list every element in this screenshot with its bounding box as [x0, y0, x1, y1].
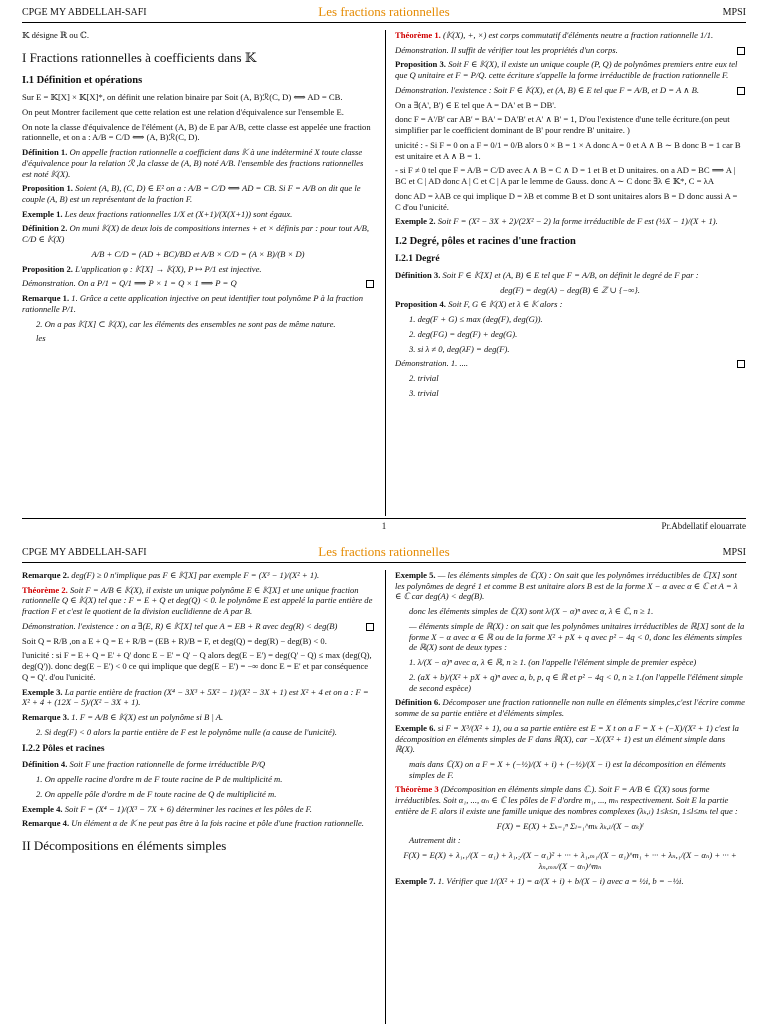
qed-square-icon	[737, 360, 745, 368]
statement-text: L'application φ : 𝕂[X] → 𝕂(X), P ↦ P/1 est injective.	[75, 263, 262, 274]
qed-square-icon	[366, 280, 374, 288]
statement-label: Théorème 3	[395, 784, 439, 795]
equation: A/B + C/D = (AD + BC)/BD et A/B × C/D = (A × B)/(B × D)	[91, 248, 305, 259]
statement	[22, 759, 374, 770]
statement-text: 1. F = A/B ∈ 𝕂(X) est un polynôme si B | A.	[71, 712, 224, 723]
statement-label: Exemple 5.	[395, 570, 436, 580]
statement	[395, 723, 745, 755]
item-text: 2. On appelle pôle d'ordre m de F toute racine de Q de multiplicité m.	[36, 788, 277, 799]
item-text: 2. deg(FG) = deg(F) + deg(G).	[409, 328, 518, 339]
statement	[22, 183, 374, 204]
statement-label: Théorème 1.	[395, 30, 441, 40]
qed-square-icon	[737, 47, 745, 55]
statement-label: Proposition 1.	[22, 183, 73, 194]
paragraph: Soit Q = R/B ,on a E + Q = E + R/B = (EB + R)/B = F, et deg(Q) = deg(R) − deg(B) < 0.	[22, 635, 327, 646]
item-text: 2. trivial	[409, 373, 439, 384]
proof-paragraph	[395, 85, 745, 96]
section-heading: I Fractions rationnelles à coefficients dans 𝕂	[22, 49, 257, 65]
paragraph: - si F ≠ 0 tel que F = A/B = C/D avec A ∧ B = C ∧ D = 1 et B et D unitaires. on a AD = BC ⟹ A | BC et C | AD donc A | C et C | A par le lemme de Gauss. donc A ∼ C donc ∃λ ∈ 𝕂*, C = λA	[395, 165, 736, 187]
statement-text: La partie entière de fraction (X⁴ − 3X³ + 5X² − 1)/(X² − 3X + 1) est X² + 4 et on a : F = X² + 4 + (12X − 5)/(X² − 3X + 1).	[22, 686, 369, 708]
statement-label: Exemple 3.	[22, 686, 63, 697]
statement-label: Exemple 6.	[395, 722, 436, 733]
statement	[395, 216, 745, 227]
proof-text: Démonstration. 1. ....	[395, 358, 469, 369]
statement-text: Soit F, G ∈ 𝕂(X) et λ ∈ 𝕂 alors :	[448, 299, 563, 310]
statement-text: 1. Grâce a cette application injective on peut identifier tout polynôme P à la fraction rationnelle P/1.	[22, 293, 363, 314]
statement-label: Théorème 2.	[22, 584, 68, 595]
column-divider	[385, 570, 386, 1024]
right-column	[395, 30, 745, 403]
column-divider	[385, 30, 386, 516]
statement-label: Proposition 3.	[395, 59, 446, 70]
statement-label: Exemple 7.	[395, 875, 436, 886]
proof-text: Démonstration. l'existence : on a ∃(E, R) ∈ 𝕂[X] tel que A = EB + R avec deg(R) < deg(B)	[22, 620, 338, 631]
theorem	[395, 784, 745, 816]
statement	[395, 876, 745, 887]
page-footer	[22, 518, 746, 533]
statement	[22, 147, 374, 179]
statement-label: Remarque 1.	[22, 293, 70, 304]
item-text: — éléments simple de ℝ(X) : on sait que les polynômes unitaires irréductibles de ℝ[X] sont de la forme X − α avec α ∈ ℝ ou de la forme X² + pX + q avec p² − 4q < 0, donc les éléments simples de ℝ(X) sont de deux types :	[409, 620, 745, 653]
statement-text: si F = X³/(X² + 1), ou a sa partie entière est E = X t on a F = X + (−X)/(X² + 1) c'est la décomposition en éléments simples de F dans ℝ(X), car −X/(X² + 1) est un élément simple dans ℝ(X).	[395, 722, 739, 755]
statement	[22, 223, 374, 244]
proof-paragraph	[22, 278, 374, 289]
statement	[395, 299, 745, 310]
qed-square-icon	[737, 87, 745, 95]
statement-text: Soit F = (X² − 3X + 2)/(2X² − 2) la forme irréductible de F est (½X − 1)/(X + 1).	[437, 216, 718, 227]
proof-paragraph	[22, 621, 374, 632]
header-right: MPSI	[722, 7, 746, 18]
paragraph: 𝕂 désigne ℝ ou ℂ.	[22, 30, 90, 40]
header-title: Les fractions rationnelles	[318, 4, 450, 19]
header-left: CPGE MY ABDELLAH-SAFI	[22, 547, 147, 558]
statement-label: Remarque 4.	[22, 818, 70, 829]
item-text: Autrement dit :	[409, 835, 461, 846]
paragraph: donc AD = λAB ce qui implique D = λB et comme B et D sont unitaires alors B = D donc aussi A = C d'ou l'unicité.	[395, 190, 738, 212]
statement-label: Exemple 1.	[22, 208, 63, 219]
statement-text: Un élément α de 𝕂 ne peut pas être à la fois racine et pôle d'une fraction rationnelle.	[71, 818, 364, 829]
statement-label: Définition 3.	[395, 270, 441, 281]
statement-text: Soit F ∈ 𝕂(X), il existe un unique couple (P, Q) de polynômes premiers entre eux tel que Q unitaire et F = P/Q. cette écriture s'appelle la forme irréductible de fraction rationnelle F.	[395, 59, 738, 81]
subsection-heading: I.1 Définition et opérations	[22, 74, 143, 86]
statement-text: (Décomposition en éléments simple dans ℂ.). Soit F = A/B ∈ ℂ(X) sous forme irréductibles. Soit α₁, ..., αₙ ∈ ℂ les pôles de F d'ordre m₁, ..., mₙ respectivement. Soit E la partie entière de F. alors il existe une famille unique des nombres complexes (λₖ,ₗ) 1≤k≤n, 1≤l≤mₖ tel que :	[395, 784, 738, 816]
statement-label: Remarque 2.	[22, 570, 70, 580]
paragraph: On note la classe d'équivalence de l'élément (A, B) de E par A/B, cette classe est appelée une fraction rationnelle, et on a : A/B = C/D ⟺ (A, B)ℛ(C, D).	[22, 121, 371, 143]
statement-text: Soit F = A/B ∈ 𝕂(X), il existe un unique polynôme E ∈ 𝕂[X] et une unique fraction rationnelle Q ∈ 𝕂(X) tel que : F = E + Q et deg(Q) < 0. le polynôme E est appelé la partie entière de fraction F et c'est le quotient de la division euclidienne de A par B.	[22, 584, 373, 617]
item-text: 1. deg(F + G) ≤ max (deg(F), deg(G)).	[409, 314, 543, 325]
statement	[395, 570, 745, 602]
item-text: 2. Si deg(F) < 0 alors la partie entière de F est le polynôme nulle (a cause de l'unicité).	[36, 726, 337, 737]
left-column	[22, 570, 374, 862]
item-text: mais dans ℂ(X) on a F = X + (−½)/(X + i) + (−½)/(X − i) est la décomposition en éléments simples de F.	[409, 759, 726, 780]
statement	[22, 712, 374, 723]
paragraph: On peut Montrer facilement que cette relation est une relation d'équivalence sur l'ensemble E.	[22, 106, 344, 117]
paragraph: l'unicité : si F = E + Q = E' + Q' donc E − E' = Q' − Q alors deg(E − E') = deg(Q' − Q) ≤ max (deg(Q), deg(Q')). donc deg(E − E') < 0 ce qui implique que deg(E − E') = −∞ donc E = E' et par conséquence Q = Q'. d'ou l'unicité.	[22, 650, 372, 682]
statement-text: Soient (A, B), (C, D) ∈ E² on a : A/B = C/D ⟺ AD = CB. Si F = A/B on dit que le couple (A, B) est un représentant de la fraction F.	[22, 183, 361, 204]
proof-text: Démonstration. Il suffit de vérifier tout les propriétés d'un corps.	[395, 44, 618, 55]
statement	[22, 804, 374, 815]
subsection-heading: I.2 Degré, pôles et racines d'une fraction	[395, 236, 576, 248]
statement-label: Définition 2.	[22, 223, 68, 234]
header-right: MPSI	[722, 547, 746, 558]
section-heading: II Décompositions en éléments simples	[22, 838, 227, 854]
item-text: 3. trivial	[409, 387, 439, 398]
theorem	[395, 30, 745, 41]
statement-text: — les éléments simples de ℂ(X) : On sait que les polynômes irréductibles de ℂ[X] sont les polynômes de degré 1 et comme B est unitaire alors B est de la forme X − α avec α ∈ ℂ et A = λ ∈ ℂ car deg(A) < deg(B).	[395, 570, 738, 602]
header-title: Les fractions rationnelles	[318, 544, 450, 559]
statement-text: (𝕂(X), +, ×) est corps commutatif d'éléments neutre a fraction rationnelle 1/1.	[442, 30, 714, 40]
item-text: les	[36, 333, 46, 344]
header-left: CPGE MY ABDELLAH-SAFI	[22, 7, 147, 18]
statement-label: Définition 4.	[22, 759, 68, 770]
item-text: donc les éléments simples de ℂ(X) sont λ/(X − α)ⁿ avec α, λ ∈ ℂ, n ≥ 1.	[409, 606, 654, 617]
item-text: 3. si λ ≠ 0, deg(λF) = deg(F).	[409, 343, 510, 354]
page-header	[22, 544, 746, 563]
left-column	[22, 30, 374, 348]
statement-text: deg(F) ≥ 0 n'implique pas F ∈ 𝕂[X] par exemple F = (X³ − 1)/(X² + 1).	[71, 570, 320, 580]
right-column	[395, 570, 745, 890]
subsubsection-heading: I.2.1 Degré	[395, 254, 440, 265]
statement	[22, 818, 374, 829]
item-text: 2. On a pas 𝕂[X] ⊂ 𝕂(X), car les éléments des ensembles ne sont pas de même nature.	[36, 318, 336, 329]
proof-text: Démonstration. On a P/1 = Q/1 ⟹ P × 1 = Q × 1 ⟹ P = Q	[22, 278, 237, 289]
statement-label: Exemple 4.	[22, 803, 63, 814]
statement-label: Remarque 3.	[22, 712, 70, 723]
statement-text: 1. Vérifier que 1/(X² + 1) = a/(X + i) + b/(X − i) avec a = ½i, b = −½i.	[437, 875, 684, 886]
proof-paragraph	[395, 45, 745, 56]
paragraph: unicité : - Si F = 0 on a F = 0/1 = 0/B alors 0 × B = 1 × A donc A = 0 et A ∧ B ∼ B donc B = 1 car B est unitaire et A ∧ B = 1.	[395, 139, 741, 161]
statement-label: Définition 1.	[22, 147, 68, 158]
statement-text: On appelle fraction rationnelle a coefficient dans 𝕂 à une indéterminé X toute classe d'équivalence pour la relation ℛ ,la classe de (A, B) noté A/B. l'ensemble des fractions rationnelles est noté 𝕂(X).	[22, 147, 364, 179]
item-text: 2. (aX + b)/(X² + pX + q)ⁿ avec a, b, p, q ∈ ℝ et p² − 4q < 0, n ≥ 1.(on l'appelle l'élément simple de second espèce)	[409, 671, 743, 693]
paragraph: On a ∃(A', B') ∈ E tel que A = DA' et B = DB'.	[395, 99, 557, 110]
item-text: 1. On appelle racine d'ordre m de F toute racine de P de multiplicité m.	[36, 774, 283, 785]
item-text: 1. λ/(X − α)ⁿ avec α, λ ∈ ℝ, n ≥ 1. (on l'appelle l'élément simple de premier espèce)	[409, 657, 697, 668]
statement-label: Proposition 2.	[22, 263, 73, 274]
statement	[395, 270, 745, 281]
qed-square-icon	[366, 623, 374, 631]
equation: deg(F) = deg(A) − deg(B) ∈ ℤ ∪ {−∞}.	[500, 284, 640, 295]
theorem	[22, 585, 374, 617]
paragraph: donc F = A'/B' car AB' = BA' = DA'B' et A' ∧ B' = 1, D'ou l'existence d'une telle écriture.(on peut simplifier par le coefficient dominant de B' pour rendre B' unitaire. )	[395, 114, 730, 136]
equation: F(X) = E(X) + Σₖ₌₁ⁿ Σₗ₌₁^mₖ λₖ,ₗ/(X − αₖ)ˡ	[496, 820, 644, 831]
statement	[395, 59, 745, 80]
statement	[395, 697, 745, 718]
statement-label: Définition 6.	[395, 697, 441, 708]
proof-paragraph	[395, 358, 745, 369]
equation: F(X) = E(X) + λ₁,₁/(X − α₁) + λ₁,₂/(X − α₁)² + ··· + λ₁,ₘ₁/(X − α₁)^m₁ + ··· + λₙ,₁/(X − αₙ) + ··· + λₙ,ₘₙ/(X − αₙ)^mₙ	[403, 850, 737, 871]
subsubsection-heading: I.2.2 Pôles et racines	[22, 743, 105, 754]
statement	[22, 570, 374, 581]
statement-text: Soit F ∈ 𝕂[X] et (A, B) ∈ E tel que F = A/B, on définit le degré de F par :	[442, 270, 699, 281]
statement-text: Les deux fractions rationnelles 1/X et (X+1)/(X(X+1)) sont égaux.	[64, 208, 293, 219]
statement-text: Soit F une fraction rationnelle de forme irréductible P/Q	[69, 759, 266, 770]
statement-label: Proposition 4.	[395, 299, 446, 310]
statement	[22, 209, 374, 220]
page-2	[0, 540, 768, 1024]
page-header	[22, 4, 746, 23]
statement-text: On muni 𝕂(X) de deux lois de compositions internes + et × définis par : pour tout A/B, C/D ∈ 𝕂(X)	[22, 223, 370, 245]
statement-label: Exemple 2.	[395, 216, 436, 227]
page-number: 1	[381, 521, 387, 531]
proof-text: Démonstration. l'existence : Soit F ∈ 𝕂(X), et (A, B) ∈ E tel que F = A/B, et D = A ∧ B.	[395, 84, 700, 95]
statement-text: Soit F = (X⁴ − 1)/(X³ − 7X + 6) déterminer les racines et les pôles de F.	[64, 803, 312, 814]
statement	[22, 264, 374, 275]
paragraph: Sur E = 𝕂[X] × 𝕂[X]*, on définit une relation binaire par Soit (A, B)ℛ(C, D) ⟺ AD = CB.	[22, 92, 343, 103]
statement	[22, 687, 374, 708]
statement-text: Décomposer une fraction rationnelle non nulle en éléments simples,c'est l'écrire comme somme de sa partie entière et d'éléments simples.	[395, 697, 745, 719]
statement	[22, 293, 374, 314]
footer-author: Pr.Abdellatif elouarrate	[661, 521, 746, 531]
